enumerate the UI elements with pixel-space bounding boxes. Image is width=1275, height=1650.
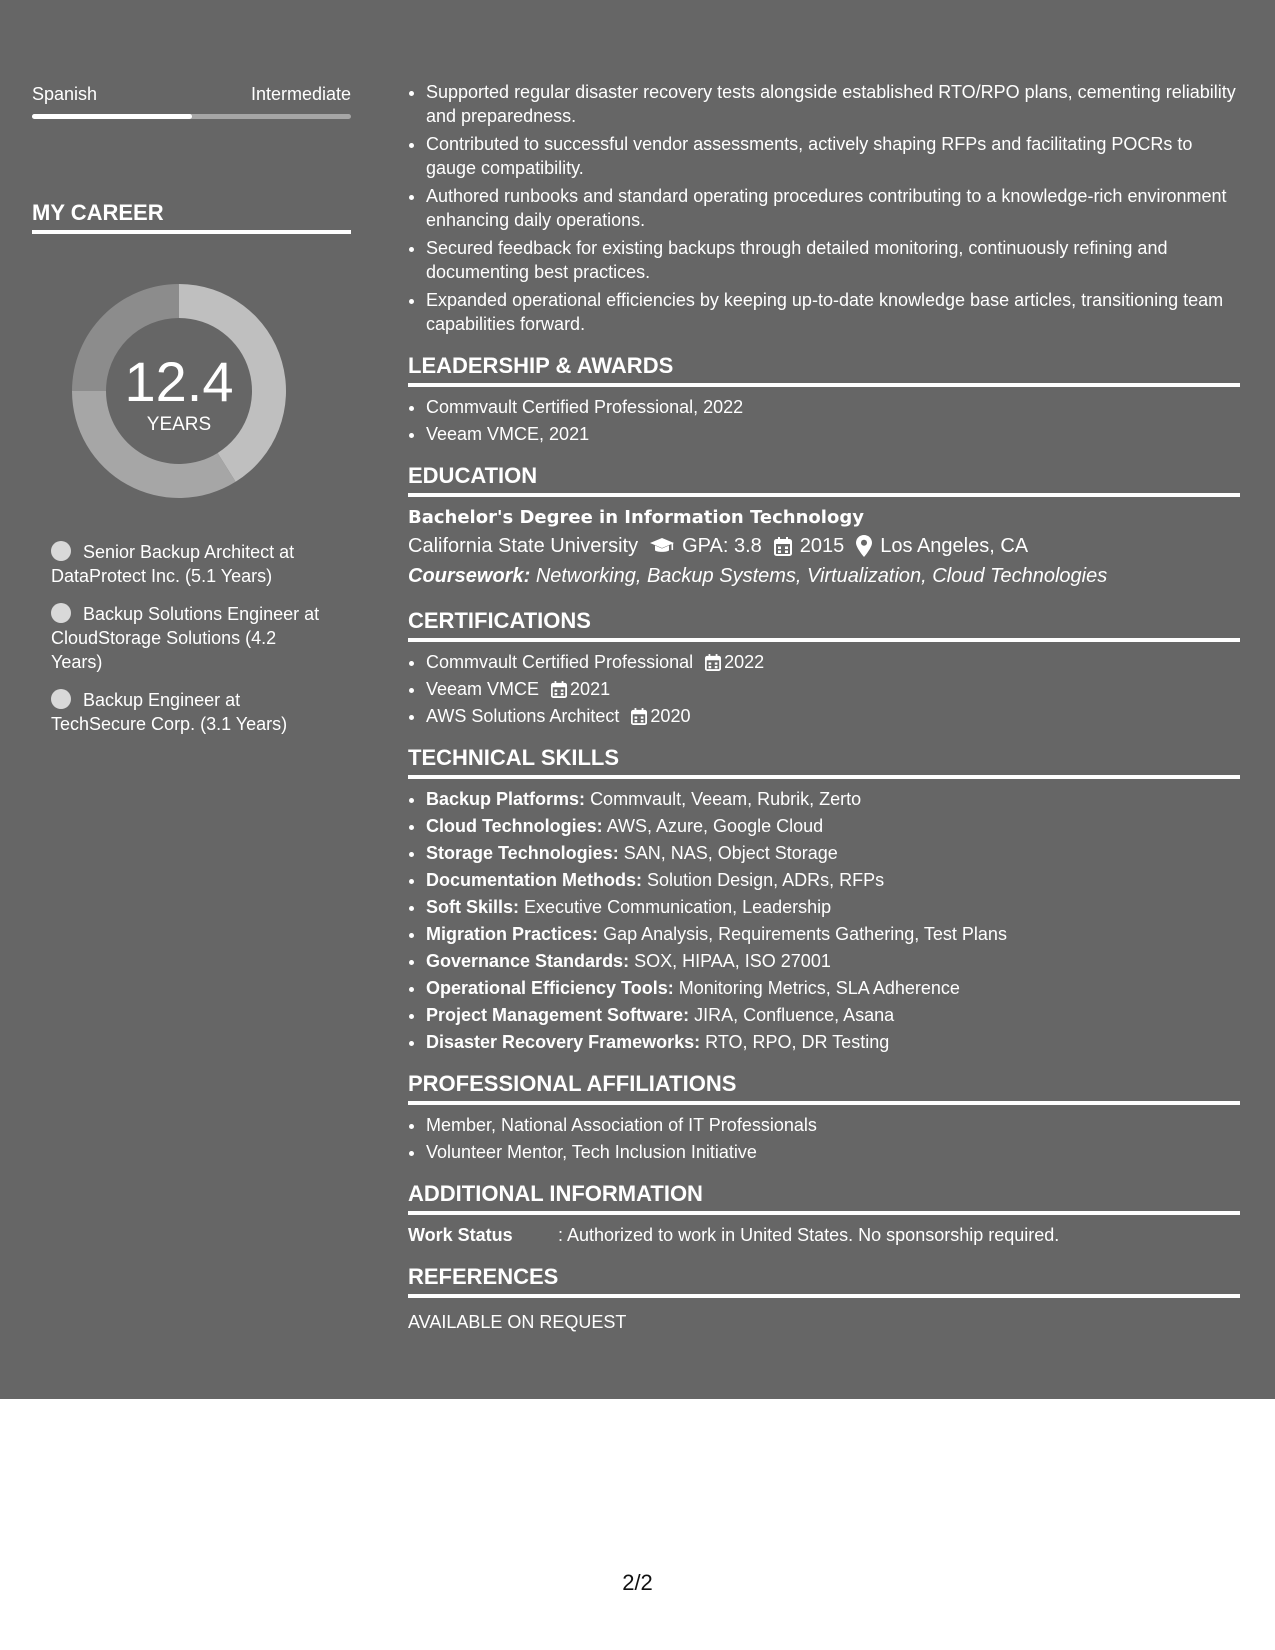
skill-item [426,895,1240,919]
affiliation-item: • Volunteer Mentor, Tech Inclusion Initiative [426,1140,1240,1164]
legend-dot [51,541,71,561]
leadership-title: LEADERSHIP & AWARDS [408,352,1240,387]
work-status-label: Work Status [408,1225,513,1245]
affiliations-title: PROFESSIONAL AFFILIATIONS [408,1070,1240,1105]
career-role [51,602,321,674]
certifications-title: CERTIFICATIONS [408,607,1240,642]
skill-item [426,814,1240,838]
skill-value: Solution Design, ADRs, RFPs [647,870,885,890]
coursework-value: Networking, Backup Systems, Virtualization, Cloud Technologies [535,565,1108,587]
career-role-label: Senior Backup Architect at DataProtect Inc. (5.1 Years) [51,542,295,586]
work-status-row [408,1223,1240,1247]
skill-value: JIRA, Confluence, Asana [694,1005,895,1025]
skill-value: Commvault, Veeam, Rubrik, Zerto [590,789,862,809]
education-title: EDUCATION [408,462,1240,497]
language-level: Intermediate [250,84,351,104]
skill-label: Project Management Software: [426,1005,690,1025]
calendar-icon [551,681,567,698]
skill-label: Operational Efficiency Tools: [426,978,674,998]
career-total-unit: YEARS [146,414,212,435]
skill-item [426,787,1240,811]
skill-item [426,976,1240,1000]
skill-label: Backup Platforms: [426,789,586,809]
certification-name: • AWS Solutions Architect [426,706,620,726]
additional-title: ADDITIONAL INFORMATION [408,1180,1240,1215]
references-title: REFERENCES [408,1263,1240,1298]
skills-list [408,787,1240,1054]
experience-bullet: • Authored runbooks and standard operating procedures contributing to a knowledge-rich environment enhancing daily operations. [426,184,1240,232]
career-role-label: Backup Solutions Engineer at CloudStorage Solutions (4.2 Years) [51,604,320,672]
certifications-list [408,650,1240,728]
education-degree: Bachelor's Degree in Information Technology [408,507,864,528]
leadership-list [408,395,1240,446]
skill-item [426,922,1240,946]
career-total-value: 12.4 [124,350,234,413]
coursework-label: Coursework: [408,565,531,587]
affiliations-list [408,1113,1240,1164]
experience-bullet: • Contributed to successful vendor assessments, actively shaping RFPs and facilitating POCRs to gauge compatibility. [426,132,1240,180]
skill-label: Disaster Recovery Frameworks: [426,1032,701,1052]
career-role-label: Backup Engineer at TechSecure Corp. (3.1 Years) [51,690,288,734]
skill-label: Governance Standards: [426,951,630,971]
skill-label: Migration Practices: [426,924,599,944]
skill-value: RTO, RPO, DR Testing [705,1032,890,1052]
page-number: 2/2 [622,1570,653,1595]
skill-value: SAN, NAS, Object Storage [623,843,838,863]
experience-bullet: • Supported regular disaster recovery tests alongside established RTO/RPO plans, cementing reliability and preparedness. [426,80,1240,128]
language-proficiency-bar [32,114,351,119]
skill-item [426,1030,1240,1054]
language-proficiency-fill [32,114,192,119]
skill-item [426,868,1240,892]
skill-item [426,949,1240,973]
calendar-icon [631,708,647,725]
certification-name: • Commvault Certified Professional [426,652,694,672]
skill-label: Documentation Methods: [426,870,642,890]
education-year: 2015 [799,535,845,557]
calendar-icon [705,654,721,671]
language-name: Spanish [32,84,98,104]
certification-year: 2020 [650,706,691,726]
calendar-icon [774,537,792,556]
skill-value: Monitoring Metrics, SLA Adherence [678,978,960,998]
leadership-item: • Veeam VMCE, 2021 [426,422,1240,446]
affiliation-item: • Member, National Association of IT Professionals [426,1113,1240,1137]
legend-dot [51,603,71,623]
graduation-cap-icon [650,537,674,555]
main-content [408,80,1240,1334]
education-location: Los Angeles, CA [880,535,1029,557]
work-status-value: : Authorized to work in United States. No sponsorship required. [558,1225,1060,1245]
experience-bullet: • Expanded operational efficiencies by keeping up-to-date knowledge base articles, transitioning team capabilities forward. [426,288,1240,336]
map-pin-icon [856,535,872,557]
career-donut-chart [66,278,292,504]
education-coursework [408,561,1240,591]
skill-value: AWS, Azure, Google Cloud [606,816,824,836]
career-role [51,688,321,736]
career-title: MY CAREER [32,199,351,234]
references-text: AVAILABLE ON REQUEST [408,1312,627,1332]
skill-value: Gap Analysis, Requirements Gathering, Test Plans [603,924,1007,944]
career-role [51,540,321,588]
skill-item [426,841,1240,865]
skill-item [426,1003,1240,1027]
certification-year: 2021 [570,679,611,699]
certification-item [426,650,1240,674]
experience-bullets [408,80,1240,336]
career-role-list [51,540,351,736]
certification-item [426,677,1240,701]
certification-name: • Veeam VMCE [426,679,540,699]
experience-bullet: • Secured feedback for existing backups through detailed monitoring, continuously refining and documenting best practices. [426,236,1240,284]
legend-dot [51,689,71,709]
certification-item [426,704,1240,728]
skills-title: TECHNICAL SKILLS [408,744,1240,779]
skill-value: Executive Communication, Leadership [524,897,832,917]
language-row [32,82,351,106]
sidebar [32,82,351,750]
leadership-item: • Commvault Certified Professional, 2022 [426,395,1240,419]
skill-label: Cloud Technologies: [426,816,603,836]
education-school: California State University [408,535,639,557]
education-details [408,531,1240,561]
skill-label: Storage Technologies: [426,843,619,863]
skill-value: SOX, HIPAA, ISO 27001 [634,951,831,971]
skill-label: Soft Skills: [426,897,520,917]
certification-year: 2022 [724,652,765,672]
education-gpa: GPA: 3.8 [682,535,762,557]
